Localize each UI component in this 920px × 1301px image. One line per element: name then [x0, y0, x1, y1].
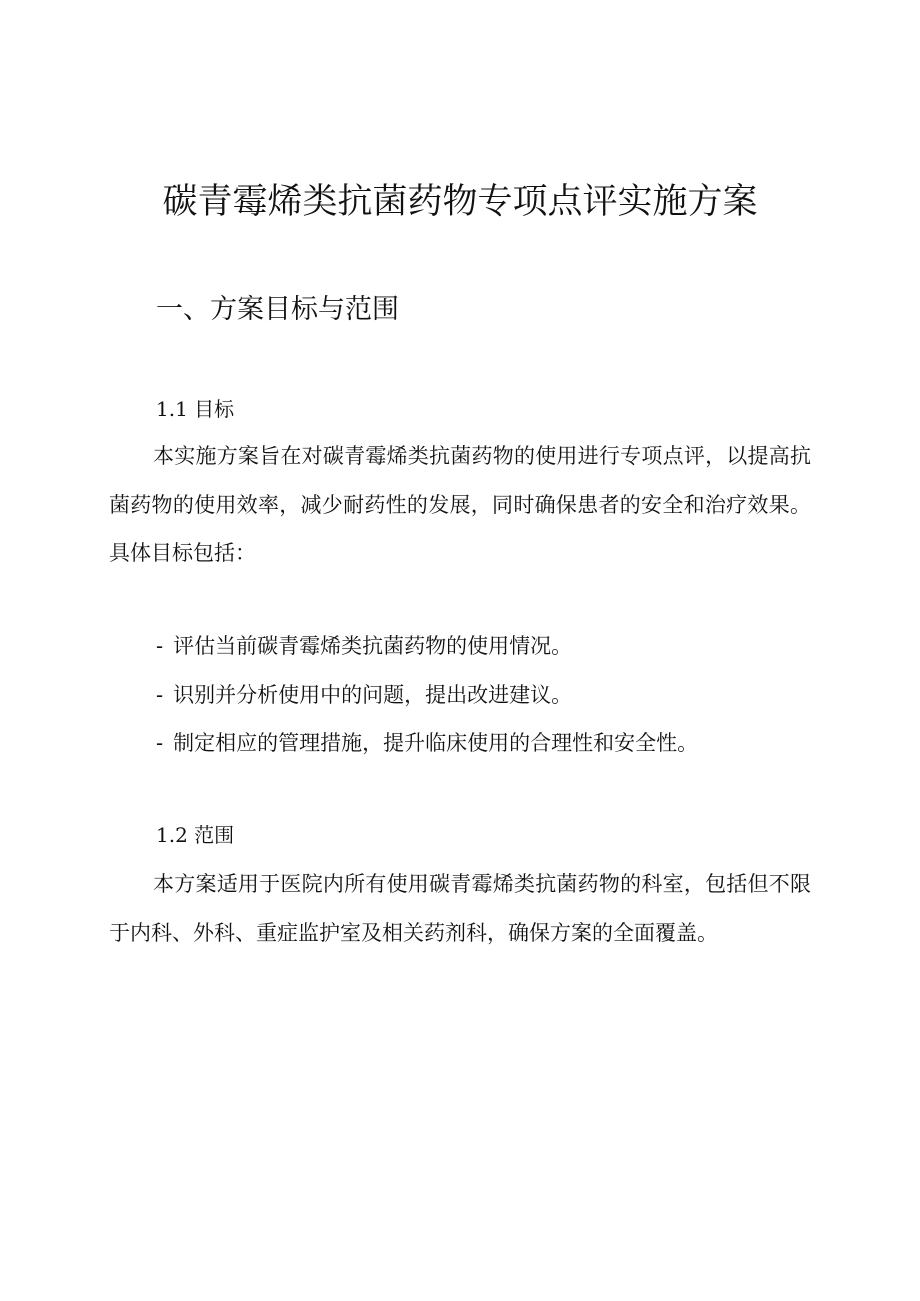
scope-paragraph: 本方案适用于医院内所有使用碳青霉烯类抗菌药物的科室，包括但不限于内科、外科、重症监护室及相关药剂科，确保方案的全面覆盖。 — [109, 872, 811, 945]
list-item — [156, 671, 816, 720]
list-item-text: 识别并分析使用中的问题，提出改进建议。 — [173, 682, 573, 707]
subsection-heading-goal: 1.1 目标 — [156, 397, 235, 421]
list-marker: - — [156, 731, 164, 755]
goal-paragraph: 本实施方案旨在对碳青霉烯类抗菌药物的使用进行专项点评，以提高抗菌药物的使用效率，减少耐药性的发展，同时确保患者的安全和治疗效果。具体目标包括： — [109, 444, 811, 565]
section-heading: 一、方案目标与范围 — [156, 294, 399, 325]
list-marker: - — [156, 682, 164, 707]
list-item-text: 制定相应的管理措施，提升临床使用的合理性和安全性。 — [173, 731, 699, 755]
list-marker: - — [156, 634, 164, 658]
list-item — [156, 622, 816, 671]
list-item-text: 评估当前碳青霉烯类抗菌药物的使用情况。 — [173, 634, 573, 658]
subsection-heading-scope: 1.2 范围 — [156, 823, 235, 847]
document-title: 碳青霉烯类抗菌药物专项点评实施方案 — [162, 182, 758, 222]
list-item — [156, 719, 816, 768]
goal-list — [156, 622, 816, 768]
